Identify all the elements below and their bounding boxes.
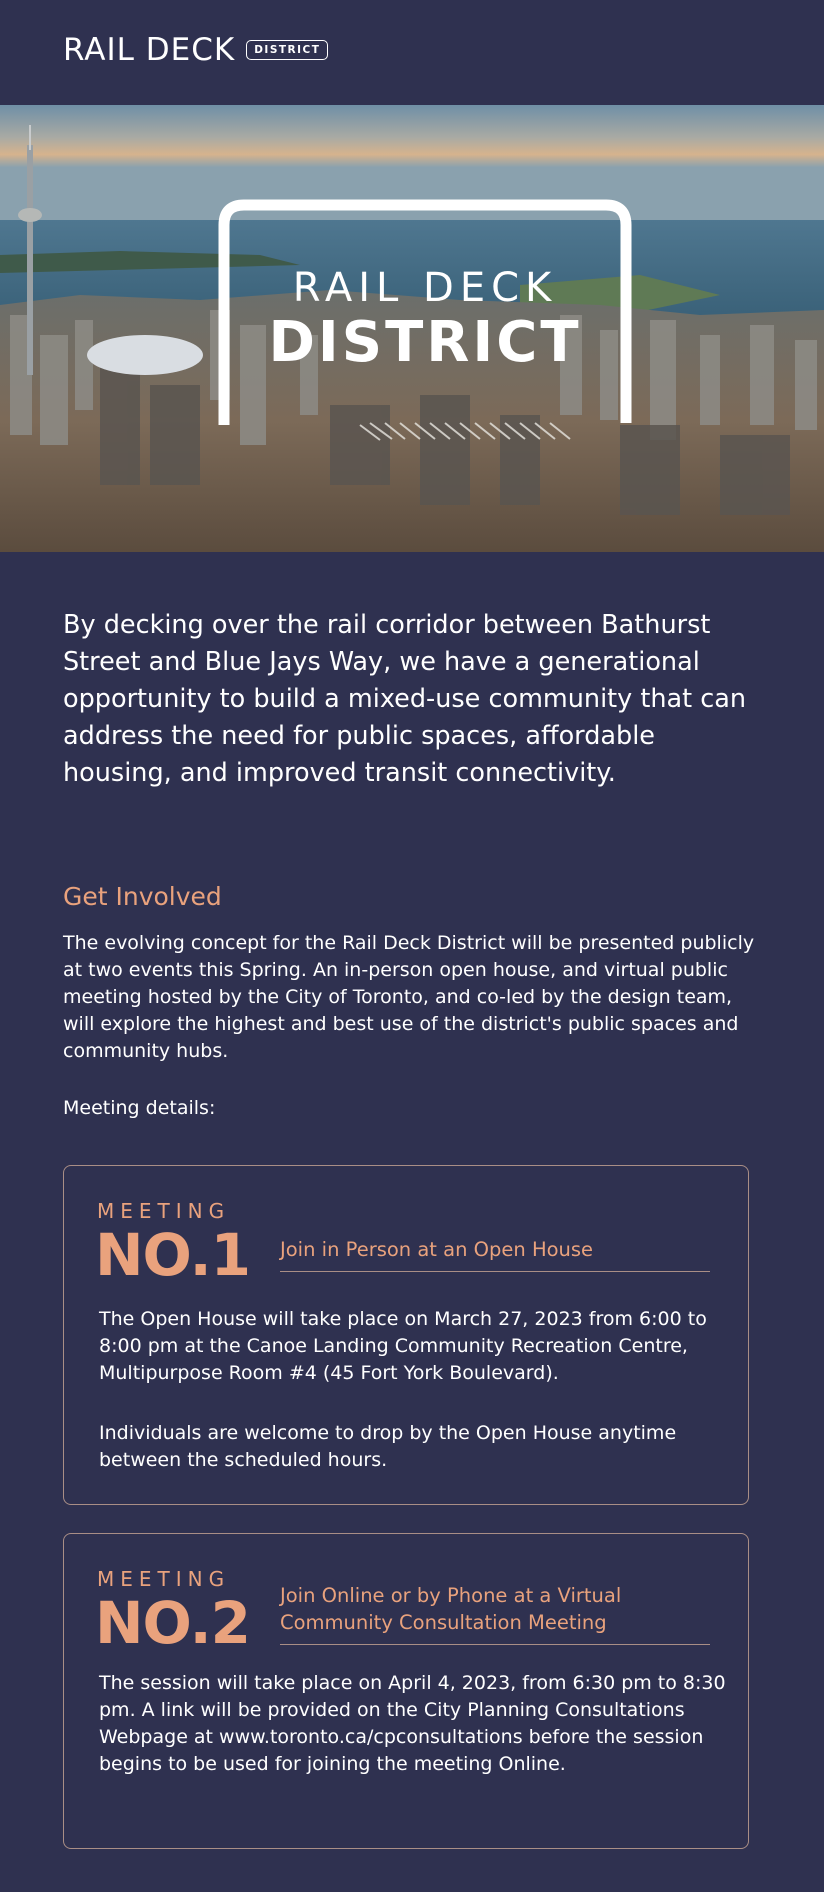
hero-sign-line1: RAIL DECK — [292, 265, 558, 311]
meeting-description: The Open House will take place on March 27, 2023 from 6:00 to 8:00 pm at the Canoe Landing Community Recreation Centre, Multipurpose Room #4 (45 Fort York Boulevard). — [99, 1308, 707, 1384]
intro-text: By decking over the rail corridor between Bathurst Street and Blue Jays Way, we have a generational opportunity to build a mixed-use community that can address the need for public spaces, affordable housing, and improved transit connectivity. — [63, 610, 747, 788]
get-involved-body: The evolving concept for the Rail Deck District will be presented publicly at two events this Spring. An in-person open house, and virtual public meeting hosted by the City of Toronto, and co-led by the design team, will explore the highest and best use of the district's public spaces and community hubs. — [63, 932, 755, 1062]
site-logo[interactable] — [63, 30, 328, 70]
meeting-number: NO.2 — [95, 1589, 250, 1657]
meeting-card-1 — [63, 1165, 749, 1505]
meeting-label: MEETING — [97, 1567, 231, 1591]
meeting-heading: Join Online or by Phone at a Virtual Community Consultation Meeting — [280, 1582, 710, 1645]
meeting-note: Individuals are welcome to drop by the Open House anytime between the scheduled hours. — [99, 1422, 677, 1471]
meeting-card-2 — [63, 1533, 749, 1849]
site-header — [0, 0, 824, 105]
hero-sign-line2: DISTRICT — [268, 310, 582, 375]
meeting-heading: Join in Person at an Open House — [280, 1236, 710, 1272]
logo-badge: DISTRICT — [246, 40, 328, 60]
meeting-details-label: Meeting details: — [63, 1097, 216, 1119]
get-involved-heading: Get Involved — [63, 882, 222, 911]
meeting-label: MEETING — [97, 1199, 231, 1223]
meeting-description: The session will take place on April 4, 2023, from 6:30 pm to 8:30 pm. A link will be provided on the City Planning Consultations Webpage at www.toronto.ca/cpconsultations before the session begins to be used for joining the meeting Online. — [99, 1672, 726, 1775]
logo-wordmark: RAIL DECK — [63, 31, 236, 68]
hero-image — [0, 105, 824, 552]
meeting-number: NO.1 — [95, 1221, 250, 1289]
